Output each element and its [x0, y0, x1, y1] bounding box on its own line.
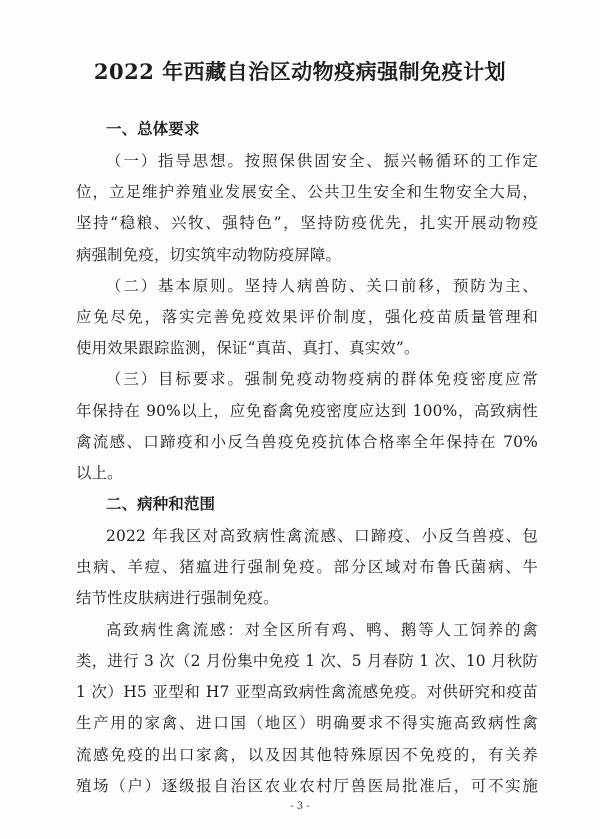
section-heading-diseases-scope: 二、病种和范围 — [106, 495, 216, 513]
paragraph-line: （二）基本原则。坚持人病兽防、关口前移，预防为主、 — [106, 277, 538, 295]
paragraph-line: 高致病性禽流感：对全区所有鸡、鸭、鹅等人工饲养的禽 — [106, 621, 538, 639]
paragraph-line: 应免尽免，落实完善免疫效果评价制度，强化疫苗质量管理和 — [76, 308, 538, 326]
paragraph-line: 殖场（户）逐级报自治区农业农村厅兽医局批准后，可不实施 — [76, 777, 538, 795]
paragraph-line: 类，进行 3 次（2 月份集中免疫 1 次、5 月春防 1 次、10 月秋防 — [76, 652, 538, 670]
paragraph-line: 病强制免疫，切实筑牢动物防疫屏障。 — [76, 246, 342, 264]
paragraph-line: 年保持在 90%以上，应免畜禽免疫密度应达到 100%，高致病性 — [76, 402, 538, 420]
page-number: - 3 - — [290, 801, 310, 812]
paragraph-line: 以上。 — [76, 464, 123, 482]
document-title: 2022 年西藏自治区动物疫病强制免疫计划 — [93, 59, 507, 84]
paragraph-line: 使用效果跟踪监测，保证“真苗、真打、真实效”。 — [76, 339, 420, 357]
paragraph-line: 虫病、羊痘、猪瘟进行强制免疫。部分区域对布鲁氏菌病、牛 — [76, 558, 538, 576]
paragraph-line: 生产用的家禽、进口国（地区）明确要求不得实施高致病性禽 — [76, 714, 538, 732]
paragraph-line: 禽流感、口蹄疫和小反刍兽疫免疫抗体合格率全年保持在 70% — [76, 433, 538, 451]
paragraph-line: 结节性皮肤病进行强制免疫。 — [76, 589, 279, 607]
paragraph-line: 1 次）H5 亚型和 H7 亚型高致病性禽流感免疫。对供研究和疫苗 — [76, 683, 538, 701]
paragraph-line: 位，立足维护养殖业发展安全、公共卫生安全和生物安全大局， — [76, 183, 538, 201]
paragraph-line: 坚持“稳粮、兴牧、强特色”，坚持防疫优先，扎实开展动物疫 — [76, 214, 538, 232]
paragraph-line: 流感免疫的出口家禽，以及因其他特殊原因不免疫的，有关养 — [76, 746, 538, 764]
paragraph-line: 2022 年我区对高致病性禽流感、口蹄疫、小反刍兽疫、包 — [106, 527, 538, 545]
paragraph-line: （一）指导思想。按照保供固安全、振兴畅循环的工作定 — [106, 152, 538, 170]
section-heading-general-requirements: 一、总体要求 — [106, 120, 200, 138]
paragraph-line: （三）目标要求。强制免疫动物疫病的群体免疫密度应常 — [106, 370, 538, 388]
